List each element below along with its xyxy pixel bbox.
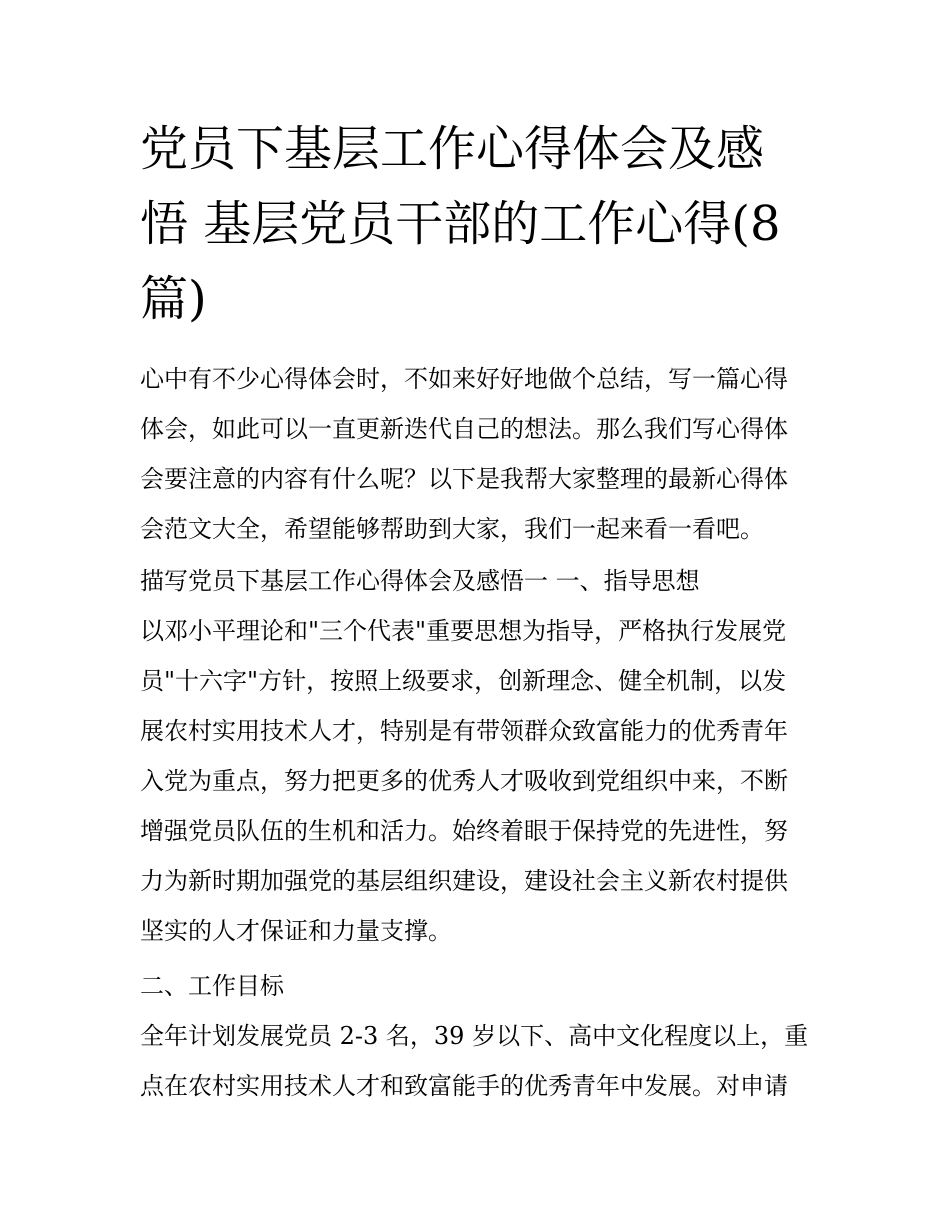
title-line: 篇) <box>140 271 207 327</box>
title-line: 悟 基层党员干部的工作心得(8 <box>140 196 781 252</box>
document-title <box>140 112 812 337</box>
paragraph-line: 心中有不少心得体会时，不如来好好地做个总结，写一篇心得 <box>140 365 788 393</box>
paragraph-line: 员"十六字"方针，按照上级要求，创新理念、健全机制，以发 <box>140 667 787 695</box>
paragraph-line: 会要注意的内容有什么呢？以下是我帮大家整理的最新心得体 <box>140 465 788 493</box>
paragraph-line: 会范文大全，希望能够帮助到大家，我们一起来看一看吧。 <box>140 515 764 543</box>
paragraph-line: 体会，如此可以一直更新迭代自己的想法。那么我们写心得体 <box>140 415 788 443</box>
heading-line: 描写党员下基层工作心得体会及感悟一 一、指导思想 <box>140 567 700 595</box>
paragraph-line: 入党为重点，努力把更多的优秀人才吸收到党组织中来，不断 <box>140 767 788 795</box>
intro-paragraph <box>140 354 820 554</box>
paragraph-line: 全年计划发展党员 2-3 名，39 岁以下、高中文化程度以上，重 <box>140 1022 809 1050</box>
section-heading-work-goals <box>140 961 820 1011</box>
paragraph-line: 展农村实用技术人才，特别是有带领群众致富能力的优秀青年 <box>140 717 788 745</box>
paragraph-line: 以邓小平理论和"三个代表"重要思想为指导，严格执行发展党 <box>140 617 787 645</box>
work-goals-paragraph <box>140 1011 820 1111</box>
heading-line: 二、工作目标 <box>140 972 284 1000</box>
paragraph-line: 增强党员队伍的生机和活力。始终着眼于保持党的先进性，努 <box>140 817 788 845</box>
paragraph-line: 力为新时期加强党的基层组织建设，建设社会主义新农村提供 <box>140 867 788 895</box>
paragraph-line: 坚实的人才保证和力量支撑。 <box>140 917 452 945</box>
guiding-thought-paragraph <box>140 606 820 956</box>
title-line: 党员下基层工作心得体会及感 <box>140 121 765 177</box>
section-heading-guiding-thought <box>140 556 820 606</box>
paragraph-line: 点在农村实用技术人才和致富能手的优秀青年中发展。对申请 <box>140 1072 788 1100</box>
